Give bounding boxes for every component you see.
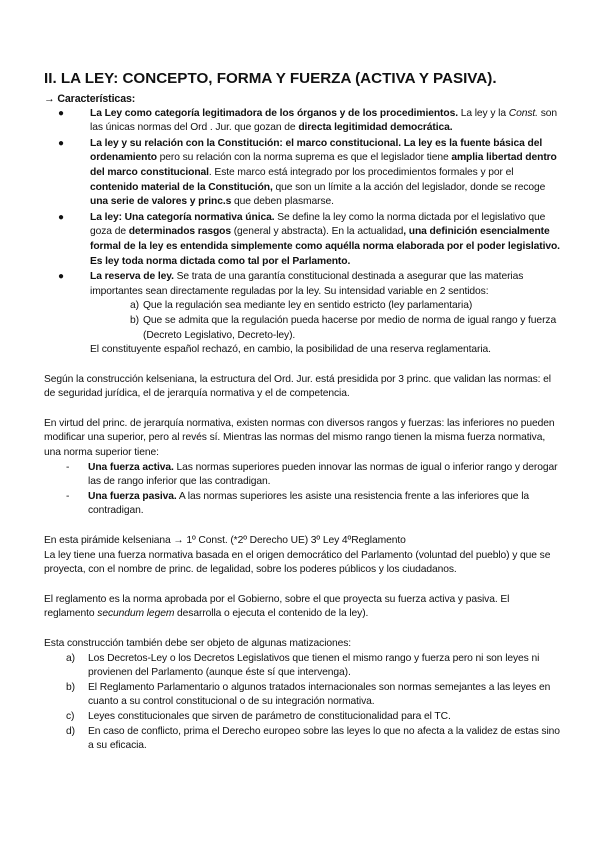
bold-text: contenido material de la Constitución, — [90, 181, 273, 193]
bold-text: La Ley como categoría legitimadora de los órganos y de los procedimientos. — [90, 107, 458, 119]
force-title: Una fuerza activa. — [88, 461, 174, 473]
matizaciones-list — [44, 652, 560, 754]
reserve-note: El constituyente español rechazó, en cambio, la posibilidad de una reserva reglamentaria. — [90, 344, 491, 356]
pyramid-line: En esta pirámide kelseniana → 1º Const. (*2º Derecho UE) 3º Ley 4ºReglamento — [44, 535, 406, 547]
text-run: Se trata de una garantía constitucional destinada a asegurar que las materias importantes sean directamente reguladas por la ley. Su intensidad variable en 2 sentidos: — [90, 271, 524, 297]
dash-marker: - — [66, 490, 70, 502]
text-run: pero su relación con la norma suprema es que el legislador tiene — [156, 152, 452, 164]
text-run: La ley y la — [457, 107, 509, 119]
matizacion-item — [44, 710, 560, 725]
text-run: son las únicas normas del Ord . Jur. que gozan de — [90, 107, 558, 134]
text-run: que deben plasmarse. — [231, 196, 334, 208]
option-text: Que la regulación sea mediante ley en sentido estricto (ley parlamentaria) — [143, 300, 473, 312]
force-title: Una fuerza pasiva. — [88, 490, 177, 502]
text-run: que son un límite a la acción del legislador, donde se recoge — [272, 181, 546, 193]
matizacion-text: Los Decretos-Ley o los Decretos Legislativos que tienen el mismo rango y fuerza pero ni son leyes ni provienen del Parlamento (aunque éste sí que intervenga). — [88, 652, 540, 679]
paragraph-kelsen: Según la construcción kelseniana, la estructura del Ord. Jur. está presidida por 3 princ. que validan las normas: el de seguridad jurídica, el de jerarquía normativa y el de competencia. — [44, 373, 551, 400]
matizacion-item — [44, 725, 560, 754]
document-page — [44, 70, 560, 754]
bullet-dot-icon: ● — [58, 137, 64, 149]
bold-text: La reserva de ley. — [90, 271, 174, 283]
forces-list — [44, 461, 560, 519]
reserve-option — [44, 314, 560, 343]
italic-text: Const. — [508, 107, 538, 119]
paragraph-regulation — [44, 593, 560, 622]
matizacion-item — [44, 681, 560, 710]
paragraph-matizaciones: Esta construcción también debe ser objeto de algunas matizaciones: — [44, 638, 352, 649]
matizacion-label: c) — [66, 710, 75, 722]
paragraph-law: La ley tiene una fuerza normativa basada en el origen democrático del Parlamento (voluntad del pueblo) y que se proyecta, con el nombre de princ. de legalidad, sobre los poderes públicos y los ciudadanos. — [44, 549, 551, 576]
bullet-item — [44, 137, 560, 210]
bullet-text — [90, 212, 560, 267]
dash-marker: - — [66, 461, 70, 473]
bold-text: , una definición esencialmente formal de la ley es entendida simplemente como aquélla norma elaborada por el poder legislativo. Es ley toda norma dictada como tal por el Parlamento. — [90, 226, 560, 267]
bullet-text — [90, 108, 557, 134]
reserve-option — [44, 299, 560, 314]
option-label: a) — [130, 300, 139, 312]
reserve-options-list — [44, 299, 560, 343]
bold-text: amplia libertad dentro del marco constitucional — [90, 152, 557, 178]
bullet-dot-icon: ● — [58, 211, 64, 223]
force-text: Las normas superiores pueden innovar las normas de igual o inferior rango y derogar las de rango inferior que las contradigan. — [88, 461, 558, 488]
matizacion-label: b) — [66, 681, 75, 693]
bullet-item — [44, 270, 560, 299]
bold-text: directa legitimidad democrática. — [298, 122, 453, 134]
regulation-italic: secundum legem — [97, 608, 175, 620]
text-run: Se define la ley como la norma dictada por el legislativo que goza de — [90, 211, 546, 238]
bold-text: La ley: Una categoría normativa única. — [90, 211, 275, 223]
option-text: Que se admita que la regulación pueda hacerse por medio de norma de igual rango y fuerza (Decreto Legislativo, Decreto-ley). — [143, 314, 557, 341]
characteristics-list — [44, 107, 560, 300]
bullet-dot-icon: ● — [58, 271, 64, 283]
page-title: II. LA LEY: CONCEPTO, FORMA Y FUERZA (ACTIVA Y PASIVA). — [44, 70, 497, 87]
option-label: b) — [130, 314, 139, 326]
text-run: . Este marco está integrado por los procedimientos formales y por el — [208, 166, 514, 178]
force-text: A las normas superiores les asiste una resistencia frente a las inferiores que la contradigan. — [88, 490, 530, 517]
bold-text: una serie de valores y princ.s — [90, 196, 232, 208]
bold-text: La ley y su relación con la Constitución: el marco constitucional. La ley es la fuente básica del ordenamiento — [90, 137, 543, 164]
bold-text: determinados rasgos — [128, 226, 231, 238]
matizacion-text: El Reglamento Parlamentario o algunos tratados internacionales son normas semejantes a las leyes en cuanto a su control constitucional o de su integración normativa. — [88, 681, 551, 708]
bullet-item — [44, 211, 560, 269]
regulation-text-1: El reglamento es la norma aprobada por el Gobierno, sobre el que proyecta su fuerza activa y pasiva. El reglamento — [44, 593, 510, 620]
bullet-item — [44, 107, 560, 136]
regulation-text-2: desarrolla o ejecuta el contenido de la ley). — [174, 608, 369, 620]
force-item — [44, 461, 560, 490]
bullet-text — [90, 138, 557, 207]
matizacion-text: En caso de conflicto, prima el Derecho europeo sobre las leyes lo que no afecta a la validez de estas sino a su eficacia. — [88, 725, 560, 752]
matizacion-item — [44, 652, 560, 681]
matizacion-label: a) — [66, 652, 75, 664]
matizacion-label: d) — [66, 725, 75, 737]
bullet-dot-icon: ● — [58, 107, 64, 119]
paragraph-hierarchy: En virtud del princ. de jerarquía normativa, existen normas con diversos rangos y fuerzas: las inferiores no pueden modificar una superior, pero al revés sí. Mientras las normas del mismo rango tienen la misma fuerza normativa, una norma superior tiene: — [44, 417, 555, 459]
bullet-text — [90, 271, 523, 297]
matizacion-text: Leyes constitucionales que sirven de parámetro de constitucionalidad para el TC. — [88, 710, 451, 722]
characteristics-heading: → Características: — [44, 93, 136, 105]
force-item — [44, 490, 560, 519]
text-run: (general y abstracta). En la actualidad — [230, 226, 404, 238]
